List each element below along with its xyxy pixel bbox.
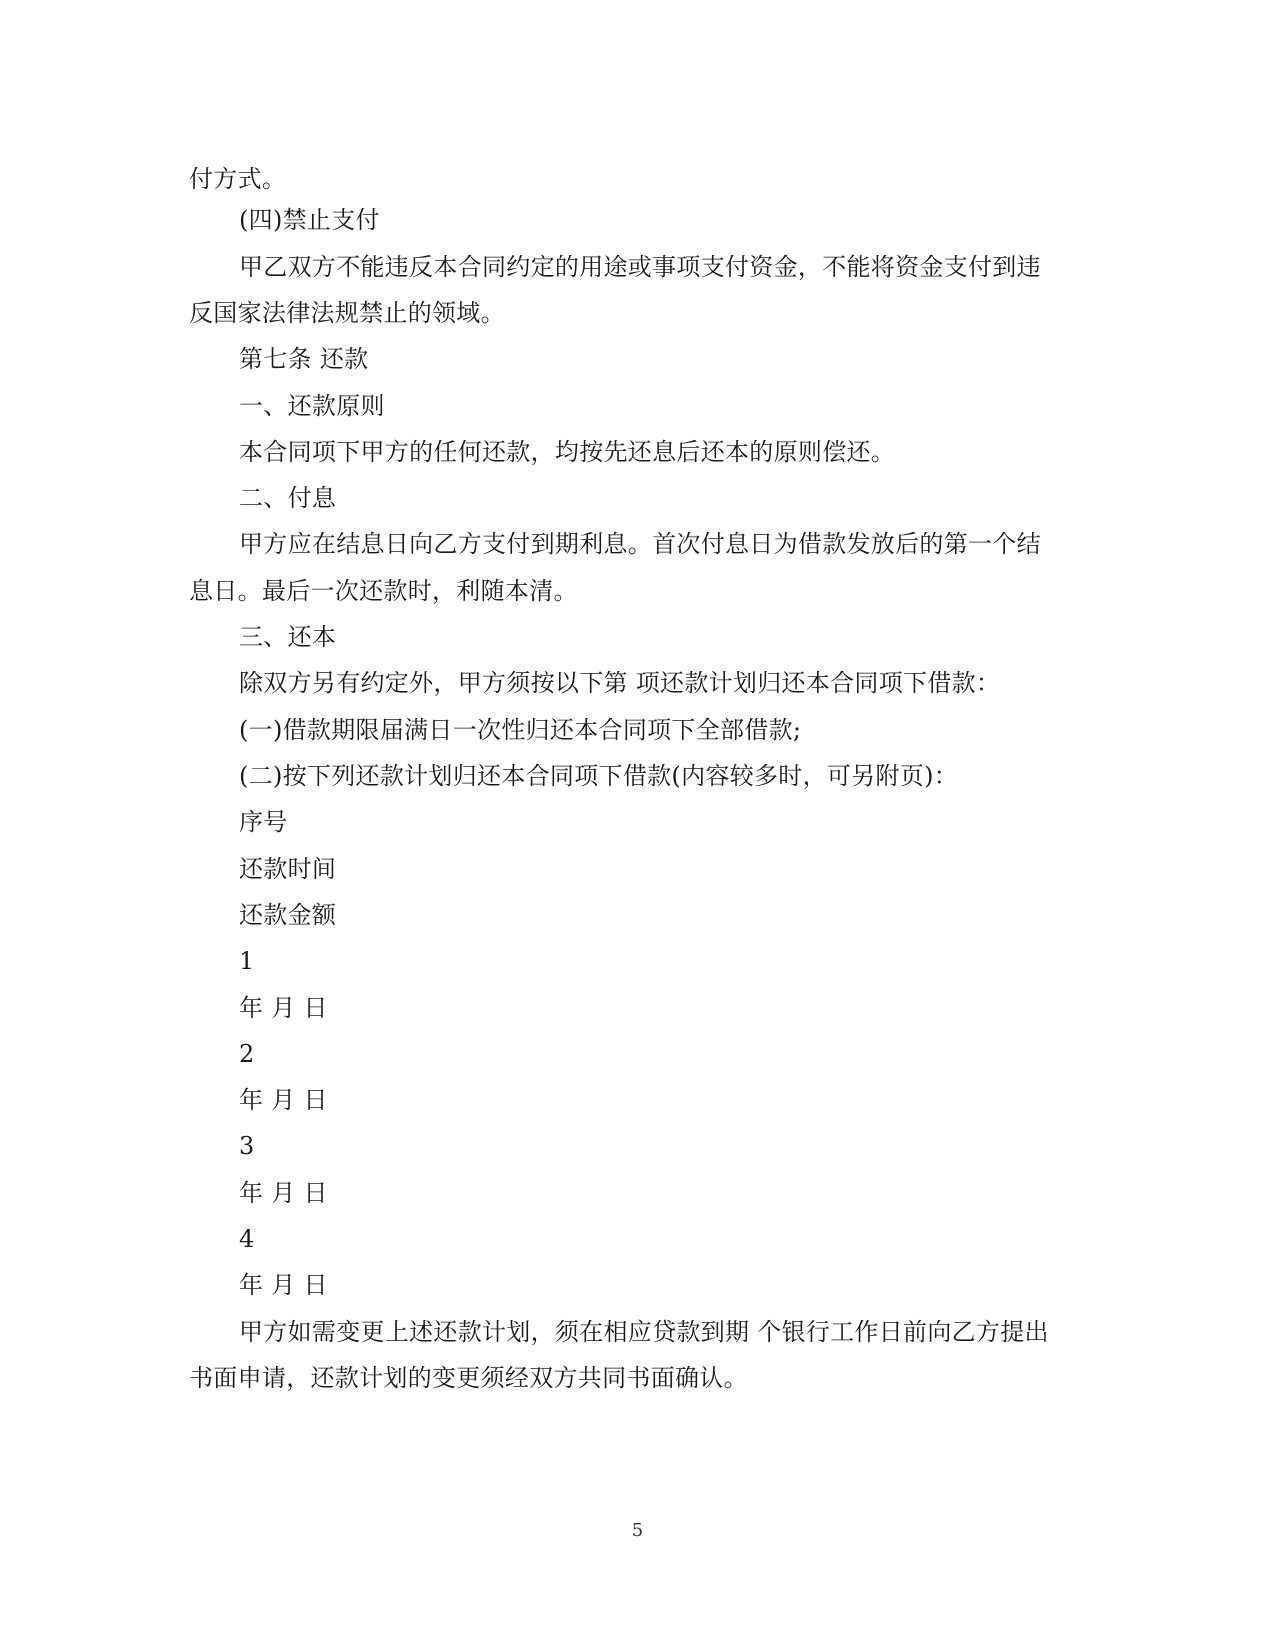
section-heading: 二、付息 xyxy=(239,484,337,512)
table-header-cell: 序号 xyxy=(239,808,288,836)
section-heading: 一、还款原则 xyxy=(239,392,385,420)
text-line: 除双方另有约定外，甲方须按以下第 项还款计划归还本合同项下借款： xyxy=(239,669,1001,697)
table-cell: 4 xyxy=(239,1225,255,1253)
text-line: (二)按下列还款计划归还本合同项下借款(内容较多时，可另附页)： xyxy=(239,762,959,790)
subsection-heading: (四)禁止支付 xyxy=(239,206,380,234)
table-header-cell: 还款金额 xyxy=(239,901,337,929)
text-line: 甲方如需变更上述还款计划，须在相应贷款到期 个银行工作日前向乙方提出 xyxy=(239,1318,1049,1346)
table-cell: 1 xyxy=(239,947,255,975)
text-line: 甲方应在结息日向乙方支付到期利息。首次付息日为借款发放后的第一个结 xyxy=(239,530,1041,558)
table-cell: 2 xyxy=(239,1040,255,1068)
article-heading: 第七条 还款 xyxy=(239,345,369,373)
section-heading: 三、还本 xyxy=(239,623,337,651)
text-line: 书面申请，还款计划的变更须经双方共同书面确认。 xyxy=(189,1364,748,1392)
table-cell: 年 月 日 xyxy=(239,1271,328,1299)
table-cell: 年 月 日 xyxy=(239,994,328,1022)
page-number: 5 xyxy=(631,1520,644,1541)
text-line: (一)借款期限届满日一次性归还本合同项下全部借款; xyxy=(239,716,802,744)
text-line: 付方式。 xyxy=(189,165,287,193)
table-cell: 年 月 日 xyxy=(239,1086,328,1114)
text-line: 甲乙双方不能违反本合同约定的用途或事项支付资金，不能将资金支付到违 xyxy=(239,253,1041,281)
text-line: 反国家法律法规禁止的领域。 xyxy=(189,299,505,327)
table-cell: 年 月 日 xyxy=(239,1179,328,1207)
table-cell: 3 xyxy=(239,1132,255,1160)
text-line: 息日。最后一次还款时，利随本清。 xyxy=(189,577,578,605)
table-header-cell: 还款时间 xyxy=(239,855,337,883)
text-line: 本合同项下甲方的任何还款，均按先还息后还本的原则偿还。 xyxy=(239,438,896,466)
